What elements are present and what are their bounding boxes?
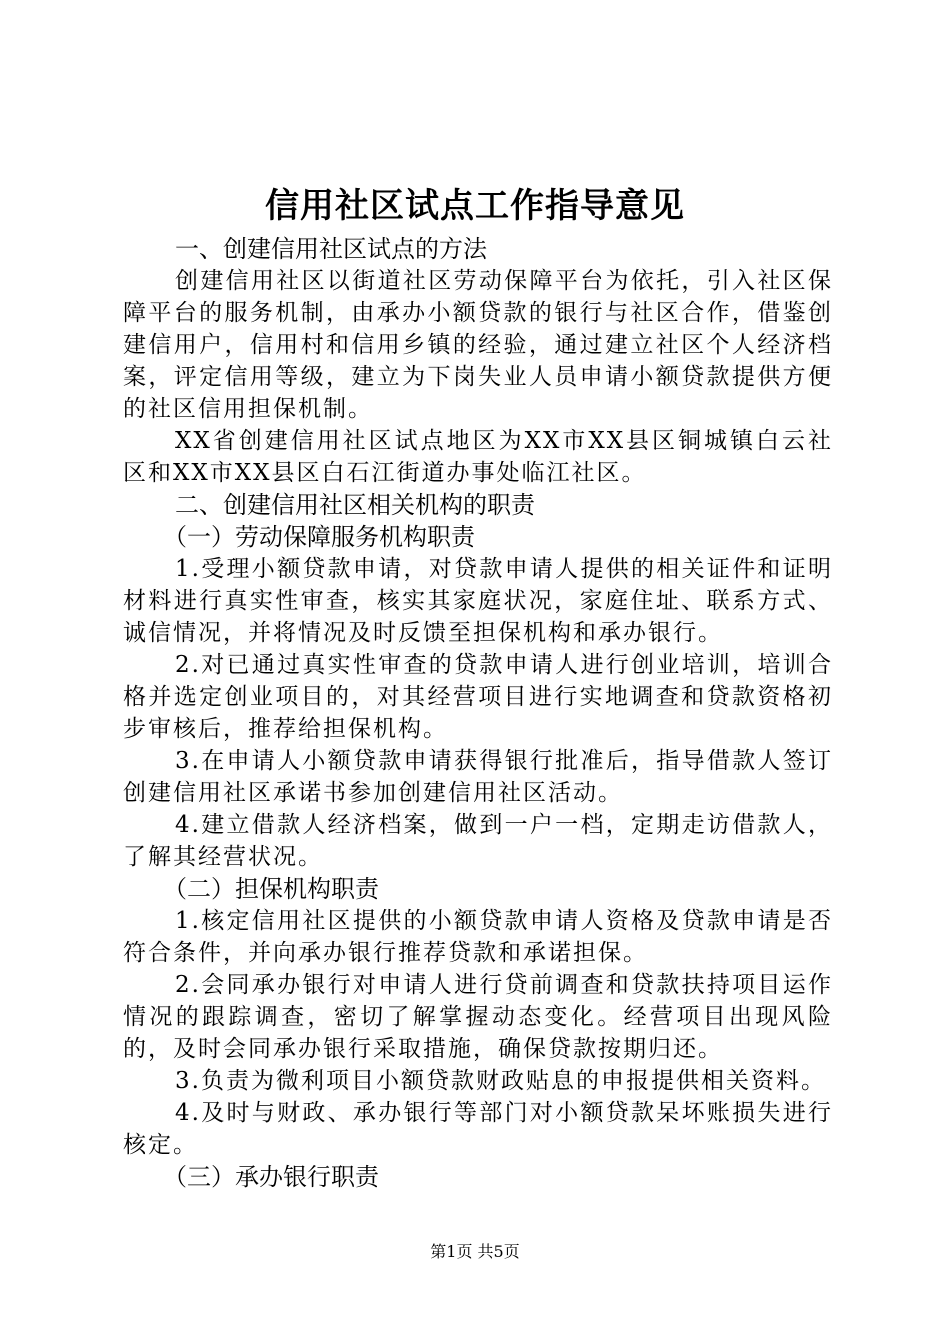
section-heading-2: 二、创建信用社区相关机构的职责 [175,491,535,519]
subsection-heading-2: （二）担保机构职责 [163,875,379,903]
paragraph: XX省创建信用社区试点地区为XX市XX县区铜城镇白云社区和XX市XX县区白石江街道办事处临江社区。 [123,428,833,486]
paragraph: 1.受理小额贷款申请，对贷款申请人提供的相关证件和证明材料进行真实性审查，核实其家庭状况，家庭住址、联系方式、诚信情况，并将情况及时反馈至担保机构和承办银行。 [123,556,833,646]
paragraph: 2.对已通过真实性审查的贷款申请人进行创业培训，培训合格并选定创业项目的，对其经营项目进行实地调查和贷款资格初步审核后，推荐给担保机构。 [123,652,833,742]
section-heading-1: 一、创建信用社区试点的方法 [175,235,487,263]
paragraph: 4.及时与财政、承办银行等部门对小额贷款呆坏账损失进行核定。 [123,1100,833,1158]
paragraph: 1.核定信用社区提供的小额贷款申请人资格及贷款申请是否符合条件，并向承办银行推荐贷款和承诺担保。 [123,908,833,966]
paragraph: 3.负责为微利项目小额贷款财政贴息的申报提供相关资料。 [175,1068,826,1094]
paragraph: 2.会同承办银行对申请人进行贷前调查和贷款扶持项目运作情况的跟踪调查，密切了解掌握动态变化。经营项目出现风险的，及时会同承办银行采取措施，确保贷款按期归还。 [123,972,833,1062]
document-title: 信用社区试点工作指导意见 [265,186,685,226]
paragraph: 4.建立借款人经济档案，做到一户一档，定期走访借款人，了解其经营状况。 [123,812,833,870]
page-number-footer: 第1页 共5页 [430,1242,520,1261]
subsection-heading-3: （三）承办银行职责 [163,1163,379,1191]
document-body [123,233,833,1193]
paragraph: 3.在申请人小额贷款申请获得银行批准后，指导借款人签订创建信用社区承诺书参加创建信用社区活动。 [123,748,833,806]
paragraph: 创建信用社区以街道社区劳动保障平台为依托，引入社区保障平台的服务机制，由承办小额贷款的银行与社区合作，借鉴创建信用户，信用村和信用乡镇的经验，通过建立社区个人经济档案，评定信用等级，建立为下岗失业人员申请小额贷款提供方便的社区信用担保机制。 [123,268,833,422]
subsection-heading-1: （一）劳动保障服务机构职责 [163,523,475,551]
